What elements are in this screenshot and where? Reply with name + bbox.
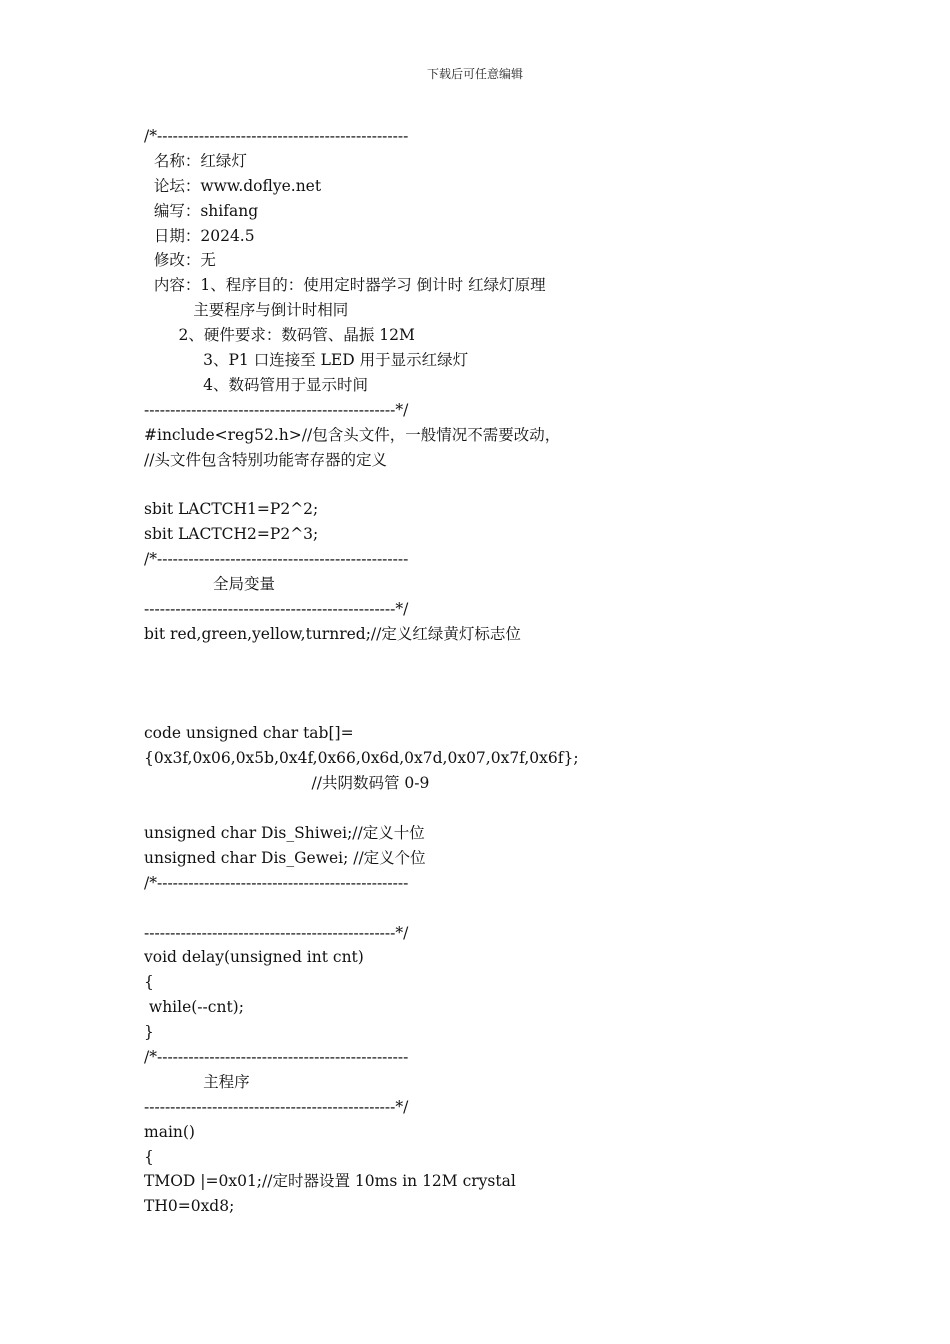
code-line bbox=[144, 696, 904, 721]
code-line: 修改：无 bbox=[144, 251, 216, 270]
code-line: {0x3f,0x06,0x5b,0x4f,0x66,0x6d,0x7d,0x07,0x7f,0x6f}; bbox=[144, 749, 579, 768]
code-line: 全局变量 bbox=[144, 575, 275, 594]
code-line: ------------------------------------------------*/ bbox=[144, 599, 409, 618]
code-line: { bbox=[144, 1147, 154, 1166]
code-line: ------------------------------------------------*/ bbox=[144, 400, 409, 419]
code-line: ------------------------------------------------*/ bbox=[144, 923, 409, 942]
code-line: 论坛：www.doflye.net bbox=[144, 176, 322, 195]
code-line: code unsigned char tab[]= bbox=[144, 724, 354, 743]
code-line: #include<reg52.h>//包含头文件，一般情况不需要改动， bbox=[144, 425, 561, 444]
code-line: } bbox=[144, 1023, 154, 1042]
code-line: 3、P1 口连接至 LED 用于显示红绿灯 bbox=[144, 351, 469, 370]
code-line: TH0=0xd8; bbox=[144, 1197, 235, 1216]
code-line: sbit LACTCH2=P2^3; bbox=[144, 525, 319, 544]
code-line bbox=[144, 472, 904, 497]
code-line: /*------------------------------------------------ bbox=[144, 550, 409, 569]
code-line bbox=[144, 672, 904, 697]
document-body bbox=[144, 124, 904, 1219]
code-line: while(--cnt); bbox=[144, 998, 244, 1017]
code-line: unsigned char Dis_Shiwei;//定义十位 bbox=[144, 823, 425, 842]
code-line: //共阴数码管 0-9 bbox=[144, 774, 430, 793]
code-line: 4、数码管用于显示时间 bbox=[144, 375, 368, 394]
code-line: 2、硬件要求：数码管、晶振 12M bbox=[144, 326, 415, 345]
code-line: /*------------------------------------------------ bbox=[144, 873, 409, 892]
code-line: 编写：shifang bbox=[144, 201, 259, 220]
code-line: /*------------------------------------------------ bbox=[144, 1047, 409, 1066]
page-header: 下载后可任意编辑 bbox=[426, 67, 523, 81]
code-line: void delay(unsigned int cnt) bbox=[144, 948, 364, 967]
code-line: 主程序 bbox=[144, 1072, 250, 1091]
code-line bbox=[144, 647, 904, 672]
code-line: 主要程序与倒计时相同 bbox=[144, 301, 349, 320]
code-line: sbit LACTCH1=P2^2; bbox=[144, 500, 319, 519]
code-line bbox=[144, 896, 904, 921]
code-line bbox=[144, 796, 904, 821]
code-line: { bbox=[144, 973, 154, 992]
code-line: bit red,green,yellow,turnred;//定义红绿黄灯标志位 bbox=[144, 624, 521, 643]
code-line: TMOD |=0x01;//定时器设置 10ms in 12M crystal bbox=[144, 1172, 516, 1191]
code-line: /*------------------------------------------------ bbox=[144, 127, 409, 145]
code-line: //头文件包含特别功能寄存器的定义 bbox=[144, 450, 387, 469]
code-line: 内容：1、程序目的：使用定时器学习 倒计时 红绿灯原理 bbox=[144, 276, 546, 295]
code-line: unsigned char Dis_Gewei; //定义个位 bbox=[144, 848, 426, 867]
code-line: ------------------------------------------------*/ bbox=[144, 1097, 409, 1116]
code-line: 日期：2024.5 bbox=[144, 226, 255, 245]
code-line: 名称：红绿灯 bbox=[144, 151, 247, 170]
code-line: main() bbox=[144, 1122, 195, 1141]
